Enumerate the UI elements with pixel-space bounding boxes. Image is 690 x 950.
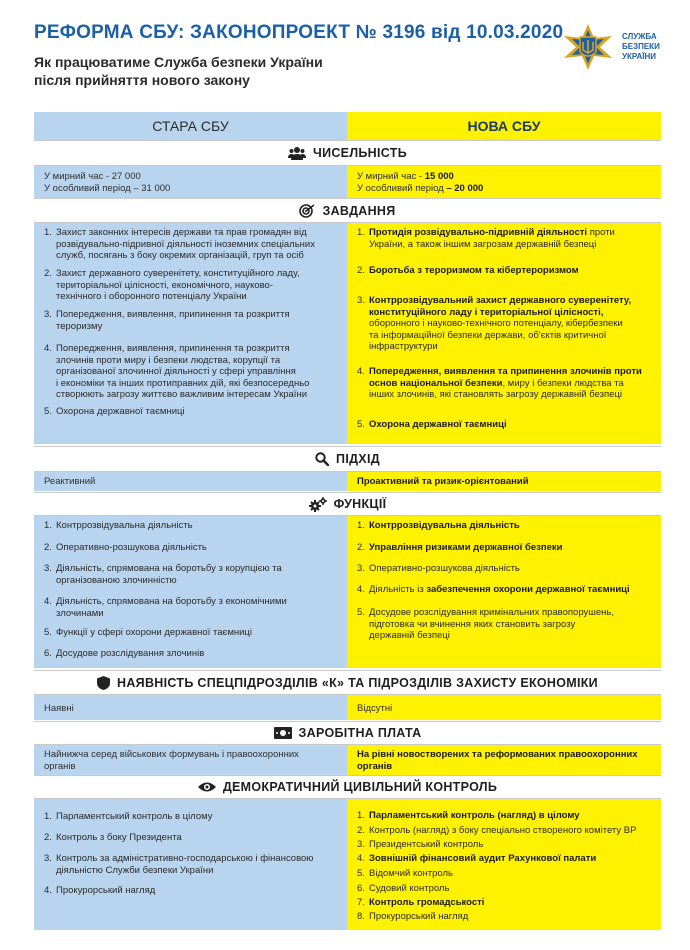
approach-new-cell xyxy=(347,472,661,491)
functions-old-cell xyxy=(34,516,347,668)
item-text: Контррозвідувальна діяльність xyxy=(56,520,193,531)
item-text: Контррозвідувальна діяльність xyxy=(369,520,520,531)
item-number: 5. xyxy=(44,406,52,417)
item-number: 4. xyxy=(44,596,52,607)
item-number: 1. xyxy=(357,520,365,531)
item-number: 5. xyxy=(357,868,365,879)
item-text: Захист законних інтересів держави та прав громадян від розвідувально-підривної діяльності іноземних спеціальних служб, посягань з боку окремих організацій, груп та осіб xyxy=(56,227,315,261)
search-icon xyxy=(315,452,329,466)
item-text: Контррозвідувальний захист державного суверенітету, конституційного ладу і територіальної цілісності, оборонного і науково-технічного потенціалу, кібербезпеки та інформаційної безпеки держави, об'єктів критичної інфраструктури xyxy=(369,295,632,352)
salary-old-cell xyxy=(34,745,347,775)
item-number: 1. xyxy=(44,811,52,822)
special-units-row xyxy=(34,695,661,720)
target-icon xyxy=(299,204,315,218)
item-text: Попередження, виявлення та припинення злочинів проти основ національної безпеки, миру і безпеки людства та інших злочинів, які становлять загрозу державній безпеці xyxy=(369,366,642,400)
salary-row xyxy=(34,745,661,775)
item-number: 6. xyxy=(44,648,52,659)
item-number: 3. xyxy=(357,839,365,850)
item-text: Оперативно-розшукова діяльність xyxy=(369,563,520,574)
item-text: Попередження, виявлення, припинення та розкриття злочинів проти миру і безпеки людства, корупції та організованої злочинної діяльності у сфері управління і економіки та інших протиправних дій, які безпосередньо створюють загрозу життєво важливим інтересам України xyxy=(56,343,310,400)
approach-row xyxy=(34,472,661,491)
item-number: 2. xyxy=(357,825,365,836)
logo-text: СЛУЖБА БЕЗПЕКИ УКРАЇНИ xyxy=(622,32,660,61)
section-title-salary: ЗАРОБІТНА ПЛАТА xyxy=(298,726,422,740)
item-text: Контроль за адміністративно-господарською і фінансовою діяльністю Служби безпеки України xyxy=(56,853,314,876)
new-sbu-header: НОВА СБУ xyxy=(347,112,661,140)
page-subtitle-line2: після прийняття нового закону xyxy=(34,72,250,88)
salary-new-cell xyxy=(347,745,661,775)
size-new-cell xyxy=(347,166,661,198)
section-title-control: ДЕМОКРАТИЧНИЙ ЦИВІЛЬНИЙ КОНТРОЛЬ xyxy=(222,780,498,794)
section-header-tasks xyxy=(34,198,661,223)
item-text: Контроль з боку Президента xyxy=(56,832,182,843)
special-units-new-text: Відсутні xyxy=(357,703,393,714)
tasks-row xyxy=(34,223,661,444)
control-new-cell xyxy=(347,799,661,930)
item-number: 2. xyxy=(44,542,52,553)
item-number: 4. xyxy=(357,366,365,377)
item-text: Охорона державної таємниці xyxy=(56,406,185,417)
special-units-old-cell xyxy=(34,695,347,720)
special-units-new-cell xyxy=(347,695,661,720)
item-text: Діяльність із забезпечення охорони державної таємниці xyxy=(369,584,630,595)
item-text: Контроль громадськості xyxy=(369,897,485,908)
old-sbu-header: СТАРА СБУ xyxy=(34,112,347,140)
tasks-old-cell xyxy=(34,223,347,444)
people-icon xyxy=(288,146,306,160)
eye-icon xyxy=(198,781,216,793)
page-title: РЕФОРМА СБУ: ЗАКОНОПРОЕКТ № 3196 від 10.03.2020 xyxy=(34,22,564,43)
item-text: Діяльність, спрямована на боротьбу з корупцією та організованою злочинністю xyxy=(56,563,282,586)
section-title-size: ЧИСЕЛЬНІСТЬ xyxy=(312,146,408,160)
item-number: 4. xyxy=(357,584,365,595)
item-text: Відомчий контроль xyxy=(369,868,454,879)
item-text: Контроль (нагляд) з боку спеціально створеного комітету ВР xyxy=(369,825,637,836)
item-text: Оперативно-розшукова діяльність xyxy=(56,542,207,553)
item-text: Функції у сфері охорони державної таємниці xyxy=(56,627,252,638)
item-number: 1. xyxy=(357,227,365,238)
size-new-special: У особливий період – 20 000 xyxy=(357,182,484,194)
section-title-approach: ПІДХІД xyxy=(336,452,380,466)
item-number: 5. xyxy=(44,627,52,638)
item-number: 2. xyxy=(44,268,52,279)
section-title-tasks: ЗАВДАННЯ xyxy=(322,203,396,218)
item-text: Зовнішній фінансовий аудит Рахункової палати xyxy=(369,853,597,864)
approach-old-text: Реактивний xyxy=(44,476,96,487)
item-text: Охорона державної таємниці xyxy=(369,419,507,430)
item-number: 4. xyxy=(44,343,52,354)
section-title-special-units: НАЯВНІСТЬ СПЕЦПІДРОЗДІЛІВ «К» ТА ПІДРОЗДІЛІВ ЗАХИСТУ ЕКОНОМІКИ xyxy=(117,675,598,690)
item-text: Президентський контроль xyxy=(369,839,484,850)
money-icon xyxy=(274,727,292,739)
item-text: Попередження, виявлення, припинення та розкриття тероризму xyxy=(56,309,290,332)
control-row xyxy=(34,799,661,930)
gears-icon xyxy=(309,497,327,512)
column-headers xyxy=(34,112,661,140)
item-text: Боротьба з тероризмом та кібертероризмом xyxy=(369,265,579,276)
approach-old-cell xyxy=(34,472,347,491)
item-number: 3. xyxy=(357,563,365,574)
item-number: 2. xyxy=(44,832,52,843)
item-number: 2. xyxy=(357,542,365,553)
item-text: Прокурорський нагляд xyxy=(56,885,156,896)
salary-old-text: Найнижча серед військових формувань і правоохоронних органів xyxy=(44,749,299,772)
item-text: Парламентський контроль (нагляд) в цілому xyxy=(369,810,580,821)
item-number: 2. xyxy=(357,265,365,276)
tasks-new-cell xyxy=(347,223,661,444)
item-number: 4. xyxy=(357,853,365,864)
item-number: 7. xyxy=(357,897,365,908)
item-number: 3. xyxy=(44,309,52,320)
item-number: 8. xyxy=(357,911,365,922)
shield-icon xyxy=(97,676,110,690)
item-text: Досудове розслідування злочинів xyxy=(56,648,205,659)
item-text: Прокурорський нагляд xyxy=(369,911,469,922)
item-text: Діяльність, спрямована на боротьбу з економічними злочинами xyxy=(56,596,287,619)
functions-new-cell xyxy=(347,516,661,668)
section-title-functions: ФУНКЦІЇ xyxy=(333,497,387,511)
section-header-approach xyxy=(34,446,661,472)
item-number: 3. xyxy=(357,295,365,306)
page-header xyxy=(0,0,690,112)
item-number: 5. xyxy=(357,607,365,618)
section-header-special-units xyxy=(34,670,661,695)
special-units-old-text: Наявні xyxy=(44,703,74,714)
item-text: Судовий контроль xyxy=(369,883,450,894)
item-number: 1. xyxy=(357,810,365,821)
sbu-emblem-icon xyxy=(560,22,616,72)
page-subtitle-line1: Як працюватиме Служба безпеки України xyxy=(34,54,323,70)
item-number: 5. xyxy=(357,419,365,430)
section-header-control xyxy=(34,775,661,799)
item-text: Досудове розслідування кримінальних правопорушень, підготовка чи вчинення яких становить загрозу державній безпеці xyxy=(369,607,614,641)
item-text: Управління ризиками державної безпеки xyxy=(369,542,563,553)
functions-row xyxy=(34,516,661,668)
item-number: 3. xyxy=(44,853,52,864)
size-new-peace: У мирний час - 15 000 xyxy=(357,171,454,182)
item-number: 3. xyxy=(44,563,52,574)
item-text: Захист державного суверенітету, конституційного ладу, територіальної цілісності, економічного, науково- технічного і оборонного потенціалу України xyxy=(56,268,300,302)
size-old-special: У особливий період – 31 000 xyxy=(44,182,171,194)
item-number: 1. xyxy=(44,520,52,531)
section-header-size xyxy=(34,140,661,166)
item-number: 1. xyxy=(44,227,52,238)
section-header-salary xyxy=(34,721,661,745)
section-header-functions xyxy=(34,492,661,516)
item-text: Протидія розвідувально-підривній діяльності проти України, а також іншим загрозам державній безпеці xyxy=(369,227,615,250)
item-text: Парламентський контроль в цілому xyxy=(56,811,213,822)
size-old-peace: У мирний час - 27 000 xyxy=(44,171,141,182)
size-row xyxy=(34,166,661,198)
size-old-cell xyxy=(34,166,347,198)
item-number: 4. xyxy=(44,885,52,896)
salary-new-text: На рівні новостворених та реформованих правоохоронних органів xyxy=(357,749,638,772)
control-old-cell xyxy=(34,799,347,930)
approach-new-text: Проактивний та ризик-орієнтований xyxy=(357,476,529,487)
item-number: 6. xyxy=(357,883,365,894)
